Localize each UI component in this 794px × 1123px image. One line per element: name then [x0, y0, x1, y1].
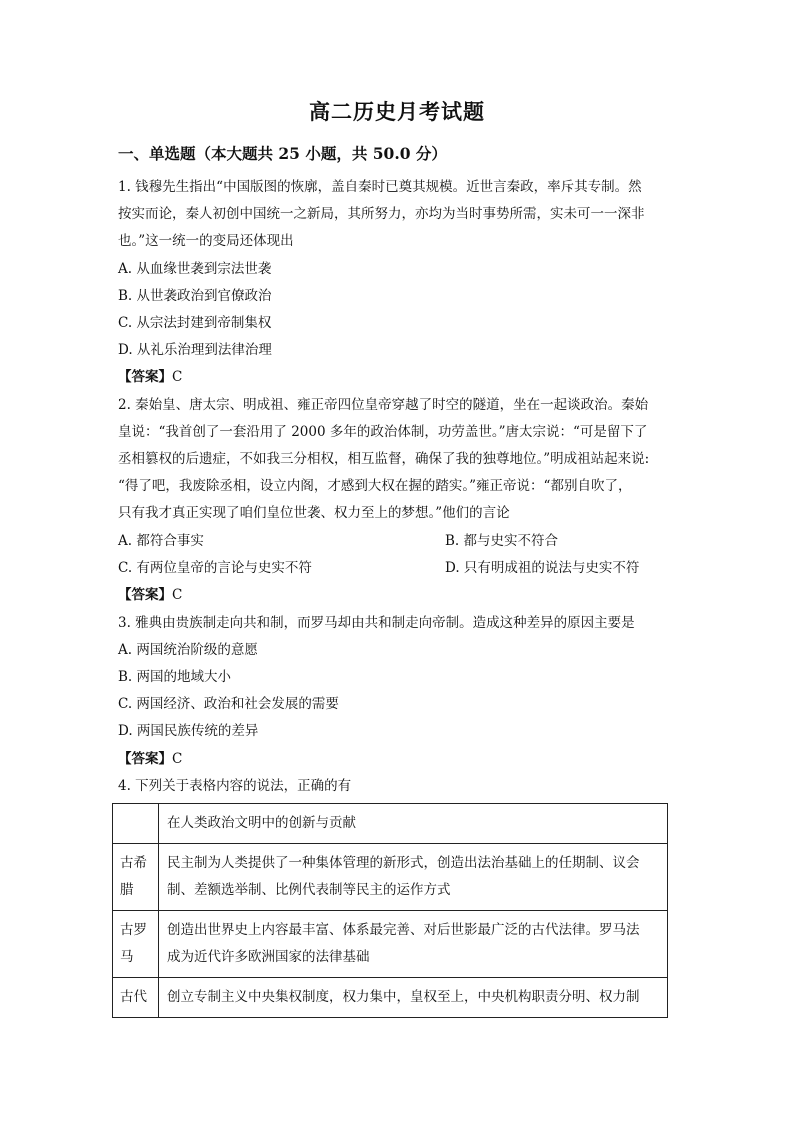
q1-text-line-2: 按实而论，秦人初创中国统一之新局，其所努力，亦均为当时事势所需，实未可一一深非 [118, 206, 645, 222]
table-row [113, 911, 668, 978]
table-row-label [113, 978, 159, 1018]
q2-text-line-1: 2. 秦始皇、唐太宗、明成祖、雍正帝四位皇帝穿越了时空的隧道，坐在一起谈政治。秦始 [118, 397, 649, 413]
table-cell-text: 制、差额选举制、比例代表制等民主的运作方式 [167, 882, 451, 898]
q1-option-c: C. 从宗法封建到帝制集权 [118, 315, 272, 331]
q1-text-line-3: 也。”这一统一的变局还体现出 [118, 233, 294, 249]
answer-value: C [172, 751, 183, 767]
page-title: 高二历史月考试题 [309, 99, 485, 124]
table-header-cell [113, 804, 159, 844]
q1-answer [118, 368, 182, 386]
q3-option-c: C. 两国经济、政治和社会发展的需要 [118, 696, 339, 712]
q3-option-a: A. 两国统治阶级的意愿 [118, 642, 258, 658]
answer-tag: 【答案】 [118, 751, 172, 767]
table-row-content [159, 911, 668, 978]
table-row [113, 978, 668, 1018]
q3-text-line-1: 3. 雅典由贵族制走向共和制，而罗马却由共和制走向帝制。造成这种差异的原因主要是 [118, 615, 635, 631]
q2-option-d: D. 只有明成祖的说法与史实不符 [445, 560, 640, 576]
table-cell-text: 民主制为人类提供了一种集体管理的新形式，创造出法治基础上的任期制、议会 [167, 855, 640, 871]
q1-text-line-1: 1. 钱穆先生指出“中国版图的恢廓，盖自秦时已奠其规模。近世言秦政，率斥其专制。然 [118, 179, 642, 195]
q3-option-d: D. 两国民族传统的差异 [118, 723, 259, 739]
table-row-content [159, 978, 668, 1018]
q3-option-b: B. 两国的地域大小 [118, 669, 232, 685]
answer-tag: 【答案】 [118, 587, 172, 603]
q2-option-c: C. 有两位皇帝的言论与史实不符 [118, 560, 312, 576]
q2-text-line-2: 皇说：“我首创了一套沿用了 2000 多年的政治体制，功劳盖世。”唐太宗说：“可是留下了 [118, 424, 648, 440]
q2-option-a: A. 都符合事实 [118, 533, 204, 549]
answer-tag: 【答案】 [118, 369, 172, 385]
section-heading: 一、单选题（本大题共 25 小题，共 50.0 分） [118, 144, 447, 163]
table-row-label [113, 844, 159, 911]
q2-text-line-4: “得了吧，我废除丞相，设立内阁，才感到大权在握的踏实。”雍正帝说：“都别自吹了， [118, 478, 632, 494]
q2-option-b: B. 都与史实不符合 [445, 533, 559, 549]
table-cell-text: 创造出世界史上内容最丰富、体系最完善、对后世影最广泛的古代法律。罗马法 [167, 922, 640, 938]
table-header-cell: 在人类政治文明中的创新与贡献 [159, 804, 668, 844]
table-row-content [159, 844, 668, 911]
table-row-label [113, 911, 159, 978]
q2-text-line-3: 丞相篡权的后遗症，不如我三分相权，相互监督，确保了我的独尊地位。”明成祖站起来说: [118, 451, 650, 467]
table-cell-text: 古代 [120, 989, 147, 1005]
q3-answer [118, 750, 182, 768]
table-row [113, 844, 668, 911]
table-cell-text: 古罗 [120, 922, 147, 938]
table-cell-text: 古希 [120, 855, 147, 871]
answer-value: C [172, 587, 183, 603]
q2-text-line-5: 只有我才真正实现了咱们皇位世袭、权力至上的梦想。”他们的言论 [118, 505, 510, 521]
q1-option-a: A. 从血缘世袭到宗法世袭 [118, 261, 272, 277]
table-cell-text: 马 [120, 949, 134, 965]
q2-answer [118, 586, 182, 604]
q1-option-b: B. 从世袭政治到官僚政治 [118, 288, 272, 304]
table-cell-text: 腊 [120, 882, 134, 898]
table-cell-text: 创立专制主义中央集权制度，权力集中，皇权至上，中央机构职责分明、权力制 [167, 989, 640, 1005]
table-cell-text: 成为近代许多欧洲国家的法律基础 [167, 949, 370, 965]
q4-table [112, 803, 668, 1018]
q4-text-line-1: 4. 下列关于表格内容的说法，正确的有 [118, 778, 352, 794]
table-header-row [113, 804, 668, 844]
answer-value: C [172, 369, 183, 385]
q1-option-d: D. 从礼乐治理到法律治理 [118, 342, 272, 358]
